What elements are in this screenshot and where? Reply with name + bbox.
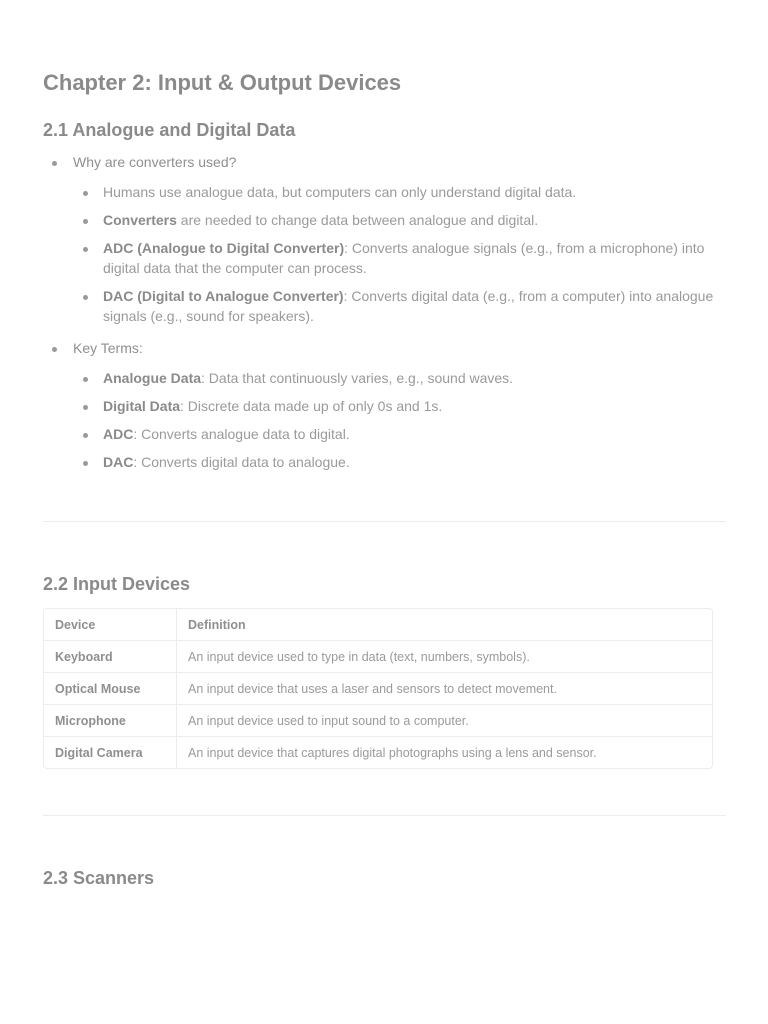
- term-text: : Discrete data made up of only 0s and 1s.: [180, 398, 443, 414]
- table-row: [44, 737, 712, 768]
- list-item: [73, 238, 726, 278]
- list-item: [73, 452, 726, 472]
- section-heading-input-devices: 2.2 Input Devices: [43, 574, 191, 594]
- key-terms-colon: :: [138, 340, 143, 356]
- key-terms-sublist: [73, 368, 726, 472]
- list-item: [73, 210, 726, 230]
- definition-cell: An input device used to input sound to a computer.: [177, 705, 712, 737]
- definition-cell: An input device that uses a laser and sensors to detect movement.: [177, 673, 712, 705]
- section-heading-analogue-digital: 2.1 Analogue and Digital Data: [43, 120, 296, 140]
- term-bold: ADC (Analogue to Digital Converter): [103, 240, 345, 256]
- section-heading-scanners: 2.3 Scanners: [43, 868, 155, 888]
- term-text: are needed to change data between analogue and digital.: [176, 212, 539, 228]
- device-cell: Optical Mouse: [44, 673, 177, 705]
- list-item-key-terms: [43, 338, 726, 472]
- list-item-why-converters: [43, 152, 726, 326]
- device-cell: Keyboard: [44, 641, 177, 673]
- term-text: : Converts digital data (e.g., from a computer) into analogue signals (e.g., sound for speakers).: [103, 288, 714, 324]
- list-item: [73, 368, 726, 388]
- term-bold: Converters: [103, 212, 177, 228]
- why-converters-sublist: [73, 182, 726, 326]
- table-header-row: [44, 609, 712, 641]
- definition-cell: An input device that captures digital photographs using a lens and sensor.: [188, 745, 597, 760]
- definition-cell: An input device used to type in data (text, numbers, symbols).: [177, 641, 712, 673]
- term-text: : Data that continuously varies, e.g., sound waves.: [201, 370, 514, 386]
- term-bold: DAC (Digital to Analogue Converter): [103, 288, 344, 304]
- term-bold: Digital Data: [103, 398, 181, 414]
- input-devices-table: [43, 608, 713, 769]
- section-21-list: [43, 152, 726, 484]
- column-header-definition: Definition: [177, 609, 712, 641]
- list-item: [73, 424, 726, 444]
- table-row: [44, 673, 712, 705]
- key-terms-label: Key Terms: [73, 340, 139, 356]
- term-text: : Converts analogue signals (e.g., from a microphone) into digital data that the computer can process.: [103, 240, 705, 276]
- term-bold: Analogue Data: [103, 370, 202, 386]
- table-row: [44, 641, 712, 673]
- device-cell: Digital Camera: [44, 737, 177, 768]
- term-bold: DAC: [103, 454, 134, 470]
- section-divider: [43, 815, 726, 816]
- list-item: [73, 396, 726, 416]
- column-header-device: Device: [44, 609, 177, 641]
- term-text: : Converts analogue data to digital.: [133, 426, 350, 442]
- section-divider: [43, 521, 726, 522]
- list-item: [73, 286, 726, 326]
- term-text: : Converts digital data to analogue.: [133, 454, 350, 470]
- list-item: [73, 182, 726, 202]
- term-bold: ADC: [103, 426, 134, 442]
- device-cell: Microphone: [44, 705, 177, 737]
- chapter-title: Chapter 2: Input & Output Devices: [43, 70, 402, 95]
- term-text: Humans use analogue data, but computers can only understand digital data.: [103, 184, 577, 200]
- table-row: [44, 705, 712, 737]
- why-converters-label: Why are converters used?: [73, 154, 237, 170]
